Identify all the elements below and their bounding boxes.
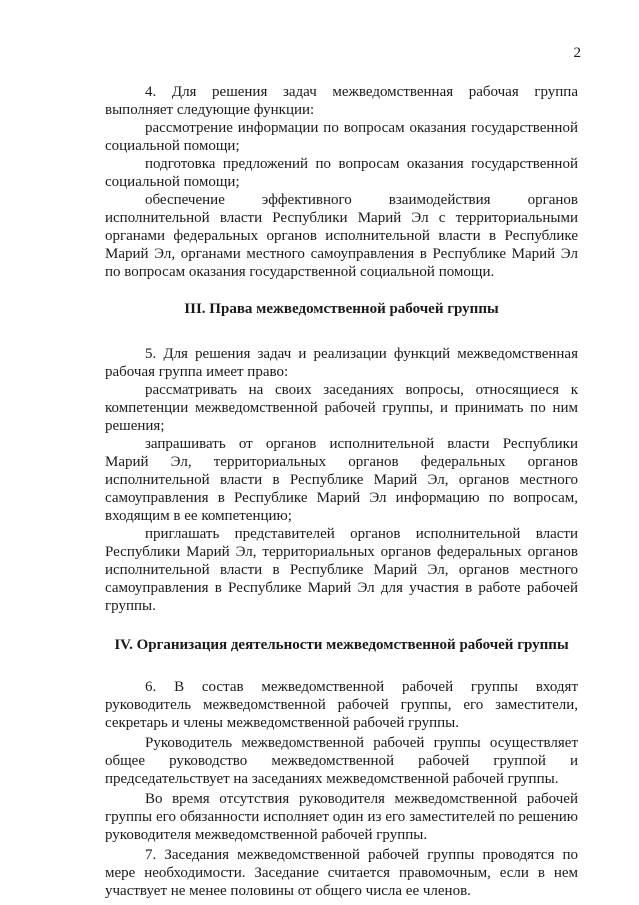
section-heading: IV. Организация деятельности межведомственной рабочей группы: [114, 637, 569, 653]
paragraph: 7. Заседания межведомственной рабочей группы проводятся по мере необходимости. Заседание считается правомочным, если в нем участвует не менее половины от общего числа ее членов.: [105, 847, 578, 899]
paragraph: 5. Для решения задач и реализации функций межведомственная рабочая группа имеет право:: [105, 346, 578, 380]
paragraph: 6. В состав межведомственной рабочей группы входят руководитель межведомственной рабочей группы, его заместители, секретарь и члены межведомственной рабочей группы.: [105, 679, 578, 731]
paragraph: подготовка предложений по вопросам оказания государственной социальной помощи;: [105, 156, 578, 190]
paragraph: запрашивать от органов исполнительной власти Республики Марий Эл, территориальных органов федеральных органов исполнительной власти в Республике Марий Эл, органов местного самоуправления в Республике Марий Эл информацию по вопросам, входящим в ее компетенцию;: [105, 436, 578, 524]
paragraph: обеспечение эффективного взаимодействия органов исполнительной власти Республики Марий Эл с территориальными органами федеральных органов исполнительной власти в Республике Марий Эл, органами местного самоуправления в Республике Марий Эл по вопросам оказания государственной социальной помощи.: [105, 192, 578, 280]
paragraph: приглашать представителей органов исполнительной власти Республики Марий Эл, территориальных органов федеральных органов исполнительной власти в Республике Марий Эл, органов местного самоуправления в Республике Марий Эл для участия в работе рабочей группы.: [105, 526, 578, 614]
paragraph: Руководитель межведомственной рабочей группы осуществляет общее руководство межведомственной рабочей группой и председательствует на заседаниях межведомственной рабочей группы.: [105, 735, 578, 787]
paragraph: Во время отсутствия руководителя межведомственной рабочей группы его обязанности исполняет один из его заместителей по решению руководителя межведомственной рабочей группы.: [105, 791, 578, 843]
paragraph: 4. Для решения задач межведомственная рабочая группа выполняет следующие функции:: [105, 84, 578, 118]
page-number: 2: [573, 45, 581, 61]
paragraph: рассмотрение информации по вопросам оказания государственной социальной помощи;: [105, 120, 578, 154]
paragraph: рассматривать на своих заседаниях вопросы, относящиеся к компетенции межведомственной рабочей группы, и принимать по ним решения;: [105, 382, 578, 434]
section-heading: III. Права межведомственной рабочей группы: [184, 301, 499, 317]
document-body: [105, 83, 578, 900]
